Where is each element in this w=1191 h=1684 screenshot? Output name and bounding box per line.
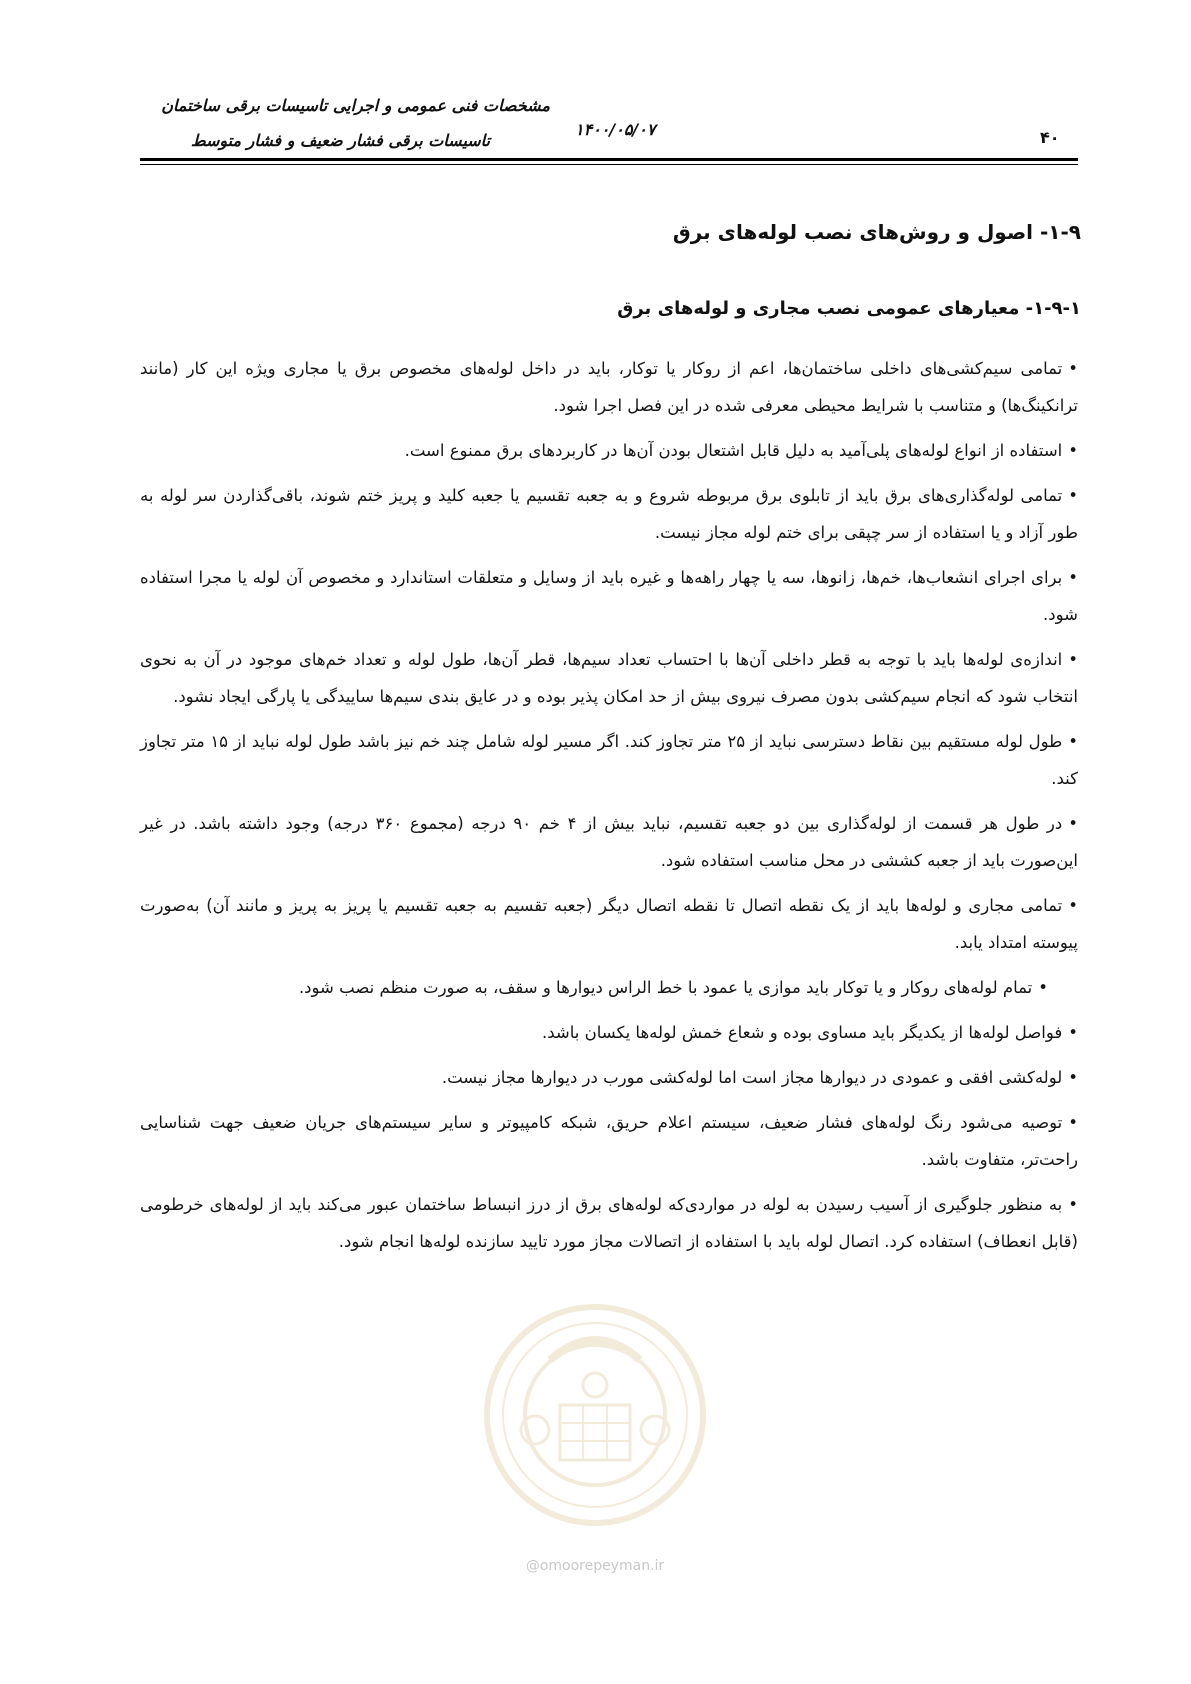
bullet-marker: • (1068, 1068, 1078, 1087)
bullet-text: اندازه‌ی لوله‌ها باید با توجه به قطر داخلی آن‌ها با احتساب تعداد سیم‌ها، قطر آن‌ها، طول لوله و تعداد خم‌های موجود در آن به نحوی انتخاب شود که انجام سیم‌کشی بدون مصرف نیروی بیش از حد امکان پذیر بوده و در عایق بندی سیم‌ها ساییدگی یا پارگی ایجاد نشود. (140, 650, 1078, 706)
bullet-marker: • (1068, 732, 1079, 751)
bullet-item (140, 432, 1078, 469)
bullet-marker: • (1068, 1113, 1078, 1132)
bullet-text: تمام لوله‌های روکار و یا توکار باید موازی یا عمود با خط الراس دیوارها و سقف، به صورت منظم نصب شود. (298, 978, 1033, 997)
bullet-marker: • (1068, 896, 1078, 915)
bullet-item (140, 350, 1078, 424)
document-date: ۱۴۰۰/۰۵/۰۷ (575, 120, 656, 139)
bullet-text: توصیه می‌شود رنگ لوله‌های فشار ضعیف، سیستم اعلام حریق، شبکه کامپیوتر و سایر سیستم‌های جریان ضعیف جهت شناسایی راحت‌تر، متفاوت باشد. (140, 1113, 1078, 1169)
bullet-text: به منظور جلوگیری از آسیب رسیدن به لوله در مواردی‌که لوله‌های برق از درز انبساط ساختمان عبور می‌کند باید از لوله‌های خرطومی (قابل انعطاف) استفاده کرد. اتصال لوله باید با استفاده از اتصالات مجاز مورد تایید سازنده لوله‌ها انجام شود. (140, 1195, 1078, 1251)
bullet-item (140, 559, 1078, 633)
document-subtitle: تاسیسات برقی فشار ضعیف و فشار متوسط (190, 131, 490, 150)
bullet-item (140, 805, 1078, 879)
bullet-marker: • (1068, 359, 1078, 378)
bullet-item (140, 1059, 1078, 1096)
section-heading: ۱-۹- اصول و روش‌های نصب لوله‌های برق (672, 220, 1081, 244)
bullet-text: لوله‌کشی افقی و عمودی در دیوارها مجاز است اما لوله‌کشی مورب در دیوارها مجاز نیست. (441, 1068, 1063, 1087)
company-seal-icon (480, 1300, 710, 1530)
bullet-item (140, 1186, 1078, 1260)
bullet-text: طول لوله مستقیم بین نقاط دسترسی نباید از ۲۵ متر تجاوز کند. اگر مسیر لوله شامل چند خم نیز باشد طول لوله نباید از ۱۵ متر تجاوز کند. (140, 732, 1078, 788)
bullet-text: تمامی مجاری و لوله‌ها باید از یک نقطه اتصال تا نقطه اتصال دیگر (جعبه تقسیم به جعبه تقسیم یا پریز به پریز و مانند آن) به‌صورت پیوسته امتداد یابد. (140, 896, 1078, 952)
bullet-marker: • (1068, 1023, 1078, 1042)
bullet-item (140, 641, 1078, 715)
body-text (140, 350, 1078, 1268)
bullet-item (140, 1014, 1078, 1051)
bullet-marker: • (1038, 978, 1048, 997)
bullet-marker: • (1068, 1195, 1078, 1214)
bullet-text: فواصل لوله‌ها از یکدیگر باید مساوی بوده و شعاع خمش لوله‌ها یکسان باشد. (542, 1023, 1063, 1042)
bullet-text: استفاده از انواع لوله‌های پلی‌آمید به دلیل قابل اشتعال بودن آن‌ها در کاربردهای برق ممنوع است. (404, 441, 1063, 460)
bullet-text: برای اجرای انشعاب‌ها، خم‌ها، زانوها، سه یا چهار راهه‌ها و غیره باید از وسایل و متعلقات استاندارد و مخصوص آن لوله یا مجرا استفاده شود. (140, 568, 1078, 624)
bullet-text: تمامی لوله‌گذاری‌های برق باید از تابلوی برق مربوطه شروع و به جعبه تقسیم یا جعبه کلید و پریز ختم شوند، باقی‌گذاردن سر لوله به طور آزاد و یا استفاده از سر چپقی برای ختم لوله مجاز نیست. (140, 486, 1078, 542)
bullet-item (140, 723, 1078, 797)
bullet-marker: • (1068, 568, 1078, 587)
bullet-item (140, 477, 1078, 551)
bullet-marker: • (1068, 441, 1078, 460)
bullet-marker: • (1068, 650, 1078, 669)
document-title: مشخصات فنی عمومی و اجرایی تاسیسات برقی ساختمان (161, 96, 550, 115)
header-divider-thin (140, 164, 1078, 165)
bullet-text: تمامی سیم‌کشی‌های داخلی ساختمان‌ها، اعم از روکار یا توکار، باید در داخل لوله‌های مخصوص برق یا مجاری ویژه این کار (مانند ترانکینگ‌ها) و متناسب با شرایط محیطی معرفی شده در این فصل اجرا شود. (140, 359, 1078, 415)
page-number: ۴۰ (1040, 128, 1060, 147)
bullet-marker: • (1068, 486, 1078, 505)
bullet-item (140, 1104, 1078, 1178)
watermark-url: @omoorepeyman.ir (525, 1558, 665, 1574)
bullet-marker: • (1068, 814, 1078, 833)
header-divider-thick (140, 158, 1078, 161)
bullet-text: در طول هر قسمت از لوله‌گذاری بین دو جعبه تقسیم، نباید بیش از ۴ خم ۹۰ درجه (مجموع ۳۶۰ درجه) وجود داشته باشد. در غیر این‌صورت باید از جعبه کششی در محل مناسب استفاده شود. (140, 814, 1078, 870)
bullet-item (140, 969, 1078, 1006)
subsection-heading: ۱-۹-۱- معیارهای عمومی نصب مجاری و لوله‌های برق (617, 298, 1081, 319)
bullet-item (140, 887, 1078, 961)
page-header (0, 0, 1191, 170)
